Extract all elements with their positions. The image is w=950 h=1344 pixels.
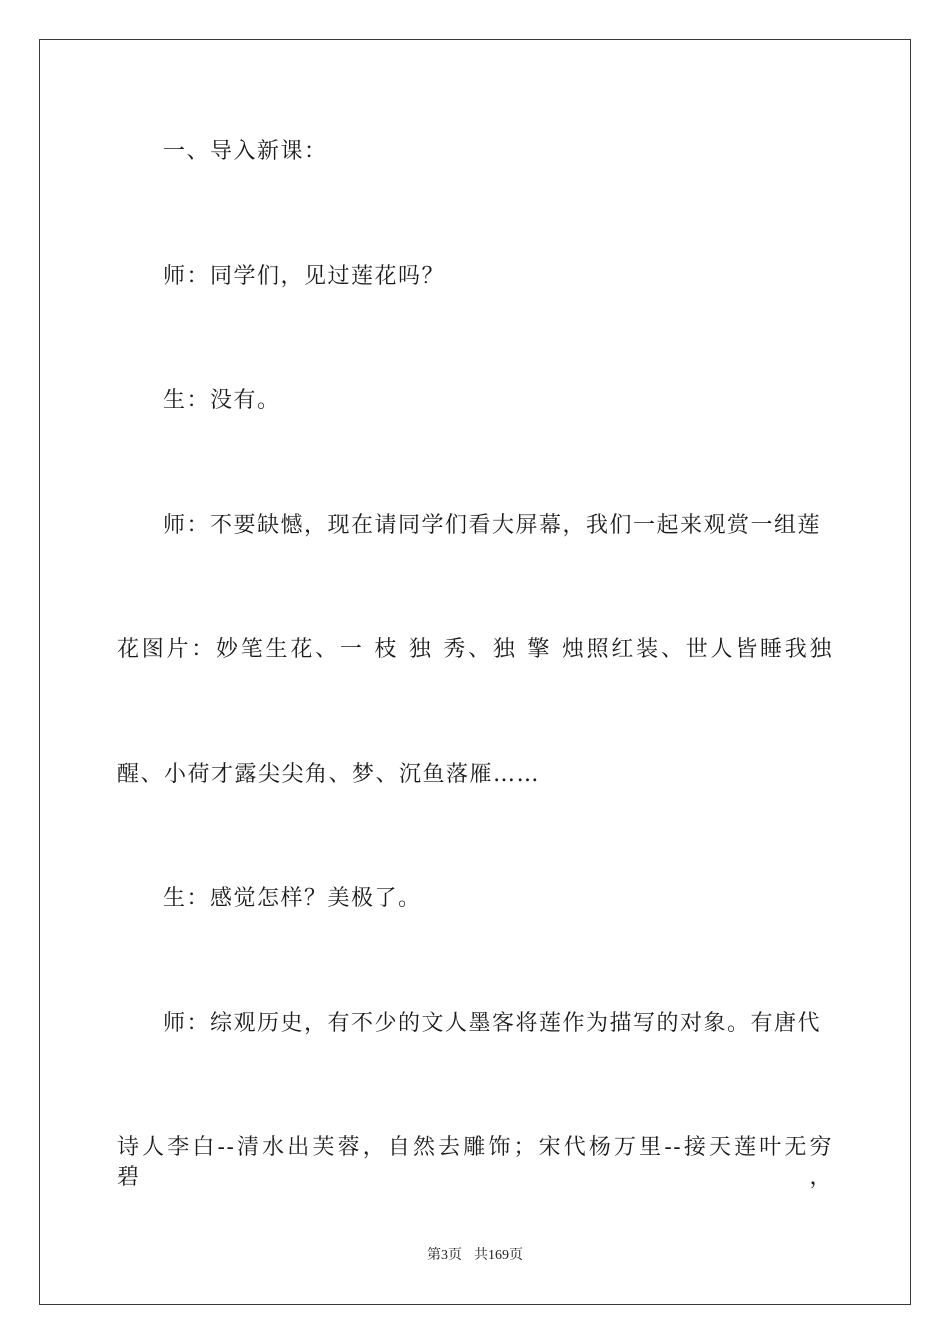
page-number: 第3页 [427,1248,462,1263]
section-heading: 一、导入新课： [163,139,328,164]
total-pages: 共169页 [474,1248,523,1263]
page-footer [0,1246,950,1266]
page-border [39,39,911,1305]
paragraph-line: 诗人李白--清水出芙蓉，自然去雕饰；宋代杨万里--接天莲叶无穷碧， [117,1135,833,1190]
paragraph-line: 生：感觉怎样？美极了。 [163,886,422,911]
paragraph-line: 花图片：妙笔生花、一 枝 独 秀、独 擎 烛照红装、世人皆睡我独 [117,637,833,662]
paragraph-line: 醒、小荷才露尖尖角、梦、沉鱼落雁…… [117,762,541,787]
paragraph-line: 生：没有。 [163,388,281,413]
paragraph-line: 师：同学们，见过莲花吗？ [163,264,446,289]
paragraph-line: 师：综观历史，有不少的文人墨客将莲作为描写的对象。有唐代 [163,1011,822,1036]
paragraph-line: 师：不要缺憾，现在请同学们看大屏幕，我们一起来观赏一组莲 [163,513,822,538]
